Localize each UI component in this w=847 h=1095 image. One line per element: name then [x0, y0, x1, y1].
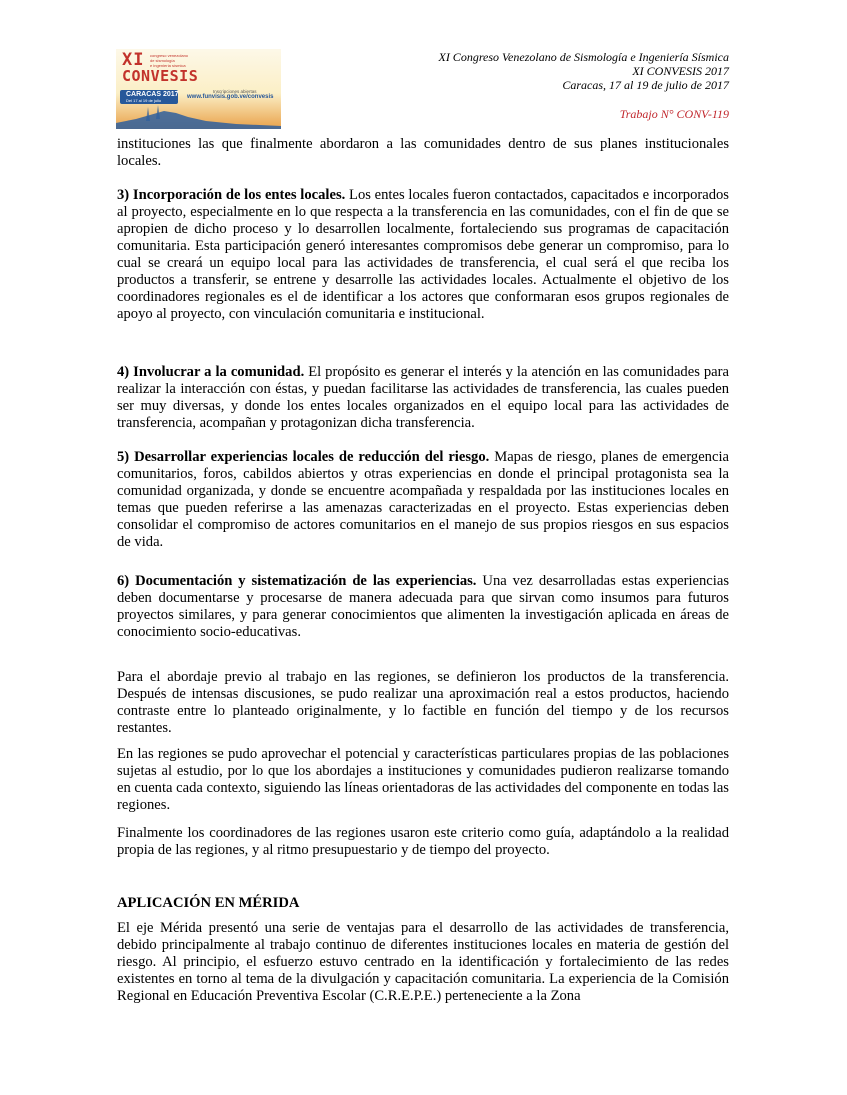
item-6-paragraph — [117, 573, 729, 641]
paragraph-1 — [117, 669, 729, 737]
item-5-paragraph — [117, 449, 729, 551]
item-5-text: Mapas de riesgo, planes de emergencia comunitarios, foros, cabildos abiertos y otras experiencias en donde el principal protagonista sea la comunidad organizada, y donde se encuentre acompañada y respaldada por las instituciones locales en temas que pueden referirse a las amenazas caracterizadas en el proyecto. Estas experiencias deben consolidar el compromiso de actores comunitarios en el manejo de sus propios riesgos en sus espacios de vida. — [117, 449, 729, 550]
item-5-title: 5) Desarrollar experiencias locales de reducción del riesgo. — [117, 449, 490, 465]
item-3-text: Los entes locales fueron contactados, capacitados e incorporados al proyecto, especialmente en lo que respecta a la transferencia en las comunidades, con el fin de que se apropien de dicho proceso y lo desarrollen localmente, fortaleciendo sus programas de capacitación comunitaria. Esta participación generó interesantes compromisos debe generar un compromiso, para lo cual se creará un equipo local para las actividades de transferencia, el cual será el que reciba los productos a transferir, se entrene y desarrolle las actividades locales. Actualmente el objetivo de los coordinadores regionales es el de identificar a los actores que conformaran esos grupos regionales de apoyo al proyecto, con vinculación comunitaria e institucional. — [117, 187, 729, 322]
section-text: El eje Mérida presentó una serie de ventajas para el desarrollo de las actividades de transferencia, debido principalmente al trabajo continuo de diferentes instituciones locales en materia de gestión del riesgo. Al principio, el esfuerzo estuvo centrado en la identificación y fortalecimiento de las redes existentes en torno al tema de la divulgación y capacitación comunitaria. La experiencia de la Comisión Regional en Educación Preventiva Escolar (C.R.E.P.E.) perteneciente a la Zona — [117, 920, 729, 1004]
conference-location-date: Caracas, 17 al 19 de julio de 2017 — [562, 78, 729, 92]
logo-city: CARACAS 2017 — [126, 91, 179, 98]
item-3-paragraph — [117, 187, 729, 323]
logo-tagline-1: congreso venezolano — [150, 53, 189, 58]
logo-inscriptions: Inscripciones abiertas — [213, 89, 257, 94]
item-3-title: 3) Incorporación de los entes locales. — [117, 187, 346, 203]
mountain-skyline-icon — [116, 99, 281, 129]
intro-text: instituciones las que finalmente abordaron a las comunidades dentro de sus planes institucionales locales. — [117, 136, 729, 169]
item-4-text: El propósito es generar el interés y la atención en las comunidades para realizar la interacción con éstas, y puedan facilitarse las actividades de transferencia, las cuales pueden ser muy diversas, y donde los entes locales organizados en el equipo local para las actividades de transferencia, acompañan y protagonizan dicha transferencia. — [117, 364, 729, 431]
logo-dates: Del 17 al 19 de julio — [126, 98, 162, 103]
logo-url: www.funvisis.gob.ve/convesis — [187, 94, 274, 100]
convesis-logo — [116, 49, 281, 129]
item-6-text: Una vez desarrolladas estas experiencias deben documentarse y procesarse de manera adecuada para que sirvan como insumos para futuros proyectos similares, y para generar conocimientos que alimenten la investigación aplicada en áreas de conocimiento socio-educativas. — [117, 573, 729, 640]
conference-short-name: XI CONVESIS 2017 — [632, 64, 729, 78]
logo-brand: CONVESIS — [122, 67, 199, 85]
paragraph-2 — [117, 746, 729, 814]
item-6-title: 6) Documentación y sistematización de las experiencias. — [117, 573, 477, 589]
section-heading: APLICACIÓN EN MÉRIDA — [117, 895, 300, 911]
logo-numeral: XI — [122, 50, 145, 70]
logo-tagline-2: de sismología — [150, 58, 175, 63]
item-4-paragraph — [117, 364, 729, 432]
section-paragraph — [117, 920, 729, 1005]
paragraph-2-text: En las regiones se pudo aprovechar el potencial y características particulares propias de las poblaciones sujetas al estudio, por lo que los abordajes a instituciones y comunidades pudieron realizarse tomando en cuenta cada contexto, siguiendo las líneas orientadoras de las actividades del componente en todas las regiones. — [117, 746, 729, 813]
paragraph-3 — [117, 825, 729, 859]
work-number: Trabajo N° CONV-119 — [619, 107, 729, 121]
paragraph-1-text: Para el abordaje previo al trabajo en las regiones, se definieron los productos de la transferencia. Después de intensas discusiones, se pudo realizar una aproximación real a estos productos, haciendo contraste entre lo planteado originalmente, y lo factible en función del tiempo y de los recursos restantes. — [117, 669, 729, 736]
paragraph-3-text: Finalmente los coordinadores de las regiones usaron este criterio como guía, adaptándolo a la realidad propia de las regiones, y al ritmo presupuestario y de tiempo del proyecto. — [117, 825, 729, 858]
conference-title: XI Congreso Venezolano de Sismología e Ingeniería Sísmica — [438, 50, 729, 64]
item-4-title: 4) Involucrar a la comunidad. — [117, 364, 305, 380]
logo-tagline-3: e ingeniería sísmica — [150, 63, 186, 68]
intro-paragraph — [117, 136, 729, 170]
